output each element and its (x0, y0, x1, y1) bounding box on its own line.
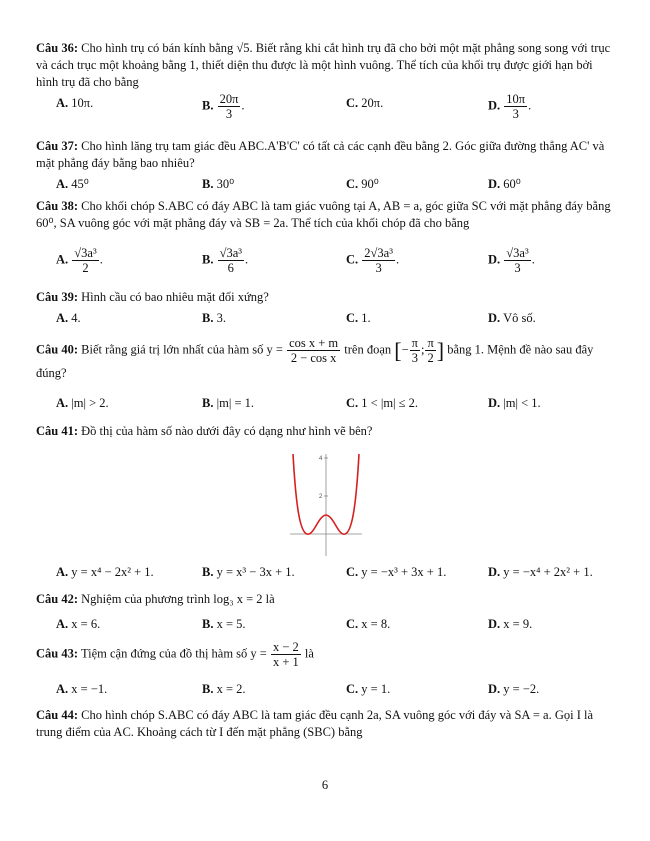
options-37 (56, 176, 616, 198)
option-b[interactable]: B. |m| = 1. (202, 396, 254, 410)
option-d[interactable]: D. $\frac{\text{√3a³}}{3}$ . (488, 246, 535, 275)
option-d[interactable]: D. |m| < 1. (488, 396, 541, 410)
option-d[interactable]: D. y = −x⁴ + 2x² + 1. (488, 565, 593, 579)
option-c[interactable]: C. x = 8. (346, 617, 391, 631)
option-d[interactable]: D. Vô số. (488, 311, 536, 325)
option-c[interactable]: C. 1 < |m| ≤ 2. (346, 396, 419, 410)
question-text: Cho hình trụ có bán kính bằng √5. Biết rằng khi cắt hình trụ đã cho bởi một mặt phẳng song song với trục và cách trục một khoảng bằng 1, thiết diện thu được là một hình vuông. Thể tích của khối trụ được giới hạn bởi hình trụ đã cho bằng (36, 41, 611, 89)
option-d[interactable]: D. $\frac{10\pi}{3}$ . (488, 92, 532, 121)
option-a[interactable]: A. x = −1. (56, 682, 108, 696)
function-fraction: $\frac{\text{cos x + m}}{\text{2 − cos x}}$ (289, 336, 339, 365)
option-a[interactable]: A. y = x⁴ − 2x² + 1. (56, 565, 154, 579)
options-40 (56, 396, 616, 418)
option-c[interactable]: C. y = −x³ + 3x + 1. (346, 565, 447, 579)
option-b[interactable]: B. 3. (202, 311, 226, 325)
options-38 (56, 246, 616, 275)
options-42 (56, 617, 616, 639)
option-b[interactable]: B. 30⁰ (202, 177, 235, 191)
option-c[interactable]: C. y = 1. (346, 682, 391, 696)
option-a[interactable]: A. $\frac{\text{√3a³}}{2}$ . (56, 246, 103, 275)
options-43 (56, 682, 616, 704)
page-number: 6 (321, 778, 329, 792)
option-c[interactable]: C. 90⁰ (346, 177, 379, 191)
question-text: Cho khối chóp S.ABC có đáy ABC là tam giác vuông tại A, AB = a, góc giữa SC với mặt phẳng đáy bằng 60⁰, SA vuông góc với mặt phẳng đáy và SB = 2a. Thể tích của khối chóp đã cho bằng (36, 199, 611, 230)
options-41 (56, 565, 616, 587)
option-b[interactable]: B. $\frac{\text{√3a³}}{6}$ . (202, 246, 249, 275)
question-number: Câu 44: (36, 708, 79, 722)
question-39 (36, 289, 614, 306)
question-text: Cho hình lăng trụ tam giác đều ABC.A'B'C' có tất cả các cạnh đều bằng 2. Góc giữa đường thẳng AC' và mặt phẳng đáy bằng bao nhiêu? (36, 139, 605, 170)
question-number: Câu 40: (36, 342, 79, 357)
question-43: Câu 43: Tiệm cận đứng của đồ thị hàm số y = $\frac{x - 2}{x + 1}$ là (36, 640, 314, 669)
question-42 (36, 591, 614, 608)
option-a[interactable]: A. x = 6. (56, 617, 101, 631)
option-c[interactable]: C. 20π. (346, 96, 384, 110)
question-36 (36, 40, 614, 91)
question-38 (36, 198, 614, 232)
question-41 (36, 423, 614, 440)
option-b[interactable]: B. x = 5. (202, 617, 246, 631)
option-b[interactable]: B. $\frac{20\pi}{3}$ . (202, 92, 245, 121)
question-number: Câu 36: (36, 41, 79, 55)
question-number: Câu 42: (36, 592, 79, 606)
option-d[interactable]: D. y = −2. (488, 682, 540, 696)
function-graph (288, 452, 364, 558)
option-b[interactable]: B. x = 2. (202, 682, 246, 696)
question-37 (36, 138, 614, 172)
option-d[interactable]: D. x = 9. (488, 617, 533, 631)
tick-label-2: 2 (319, 494, 323, 500)
option-d[interactable]: D. 60⁰ (488, 177, 521, 191)
options-39 (56, 311, 616, 333)
option-c[interactable]: C. 1. (346, 311, 371, 325)
question-number: Câu 41: (36, 424, 79, 438)
option-a[interactable]: A. 4. (56, 311, 81, 325)
option-a[interactable]: A. 10π. (56, 96, 94, 110)
question-text: Nghiệm của phương trình log₃ x = 2 là (81, 592, 275, 606)
option-a[interactable]: A. 45⁰ (56, 177, 89, 191)
question-number: Câu 39: (36, 290, 79, 304)
option-c[interactable]: C. $\frac{\text{2√3a³}}{3}$ . (346, 246, 400, 275)
option-a[interactable]: A. |m| > 2. (56, 396, 109, 410)
question-text: Cho hình chóp S.ABC có đáy ABC là tam giác đều cạnh 2a, SA vuông góc với đáy và SA = a. Gọi I là trung điểm của AC. Khoảng cách từ I đến mặt phẳng (SBC) bằng (36, 708, 594, 739)
question-text: Hình cầu có bao nhiêu mặt đối xứng? (81, 290, 269, 304)
question-40: Câu 40: Biết rằng giá trị lớn nhất của hàm số y = $\frac{\text{cos x + m}}{\text{2 − cos x}}$ trên đoạn [− $\frac{\pi}{3}$ ; $\frac{\pi}{2}$ ] bằng 1. Mệnh đề nào sau đây đúng? (36, 336, 594, 380)
question-number: Câu 43: (36, 646, 79, 661)
question-number: Câu 37: (36, 139, 79, 153)
function-fraction: $\frac{x - 2}{x + 1}$ (272, 640, 299, 669)
question-number: Câu 38: (36, 199, 79, 213)
options-36 (56, 92, 616, 121)
option-b[interactable]: B. y = x³ − 3x + 1. (202, 565, 295, 579)
question-44 (36, 707, 614, 741)
question-text: Đồ thị của hàm số nào dưới đây có dạng như hình vẽ bên? (81, 424, 373, 438)
tick-label-4: 4 (319, 456, 323, 462)
